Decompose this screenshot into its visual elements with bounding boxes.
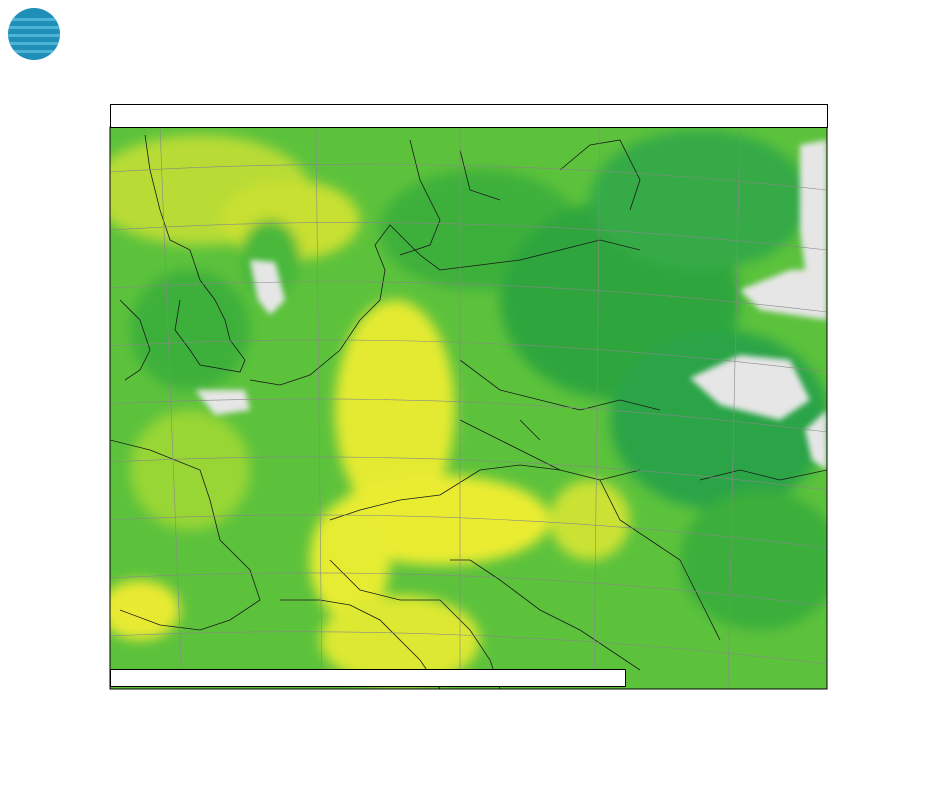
source-label — [110, 669, 626, 687]
valid-time-label — [110, 104, 828, 128]
shear-field — [90, 127, 840, 689]
